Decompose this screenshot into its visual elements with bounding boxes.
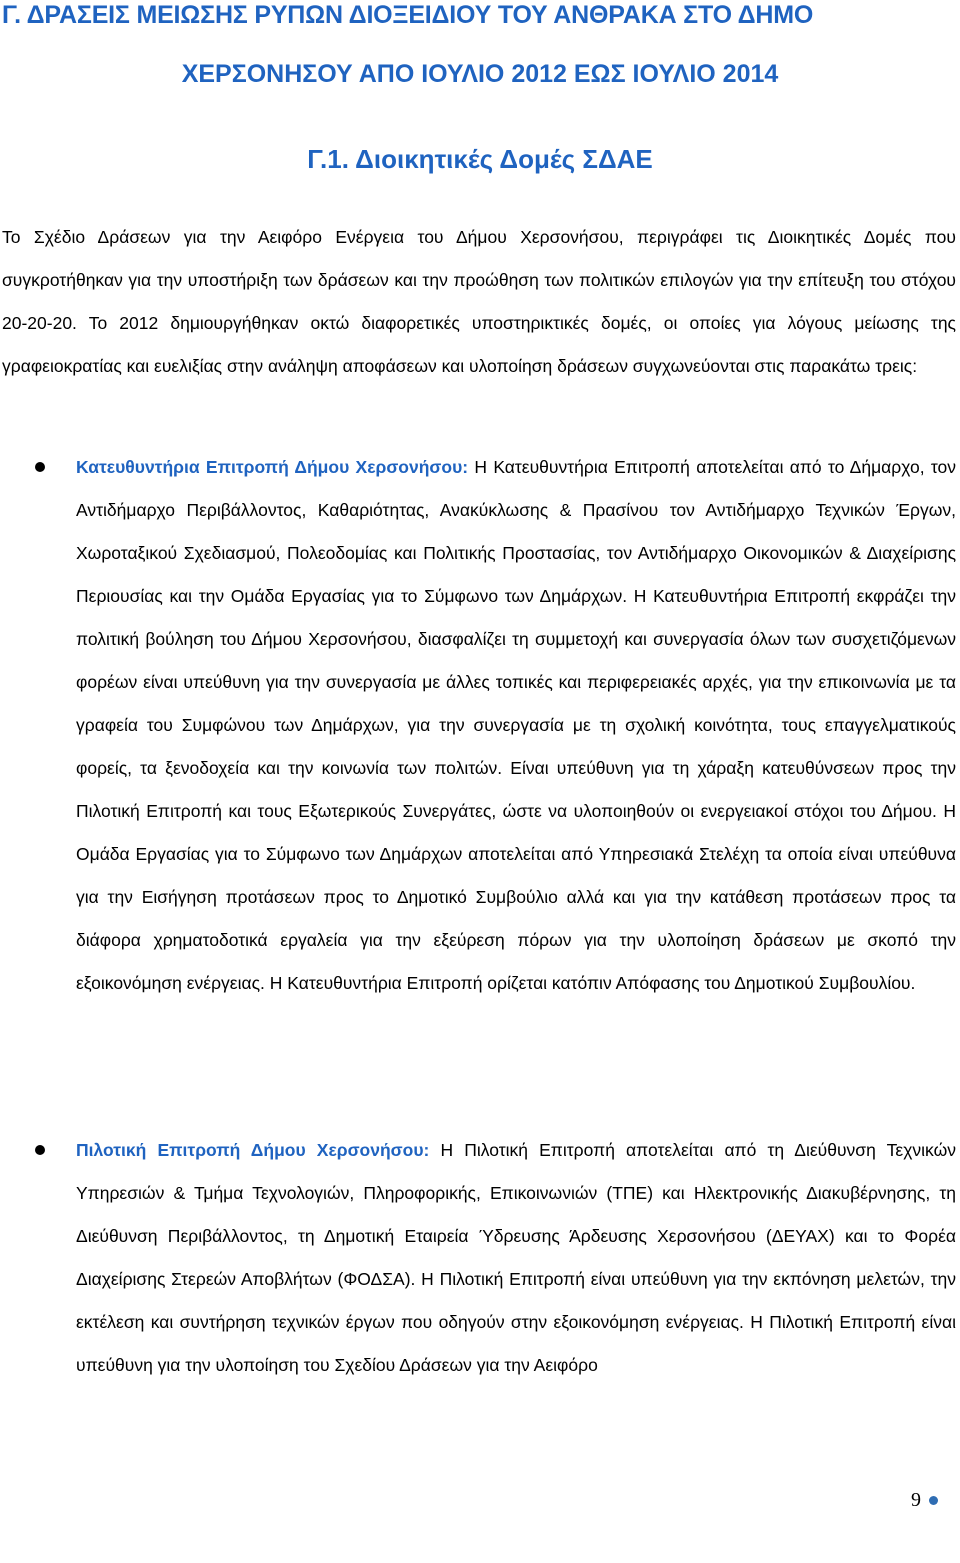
main-heading-line-2: ΧΕΡΣΟΝΗΣΟΥ ΑΠΟ ΙΟΥΛΙΟ 2012 ΕΩΣ ΙΟΥΛΙΟ 2014 <box>181 60 779 88</box>
intro-paragraph: Το Σχέδιο Δράσεων για την Αειφόρο Ενέργεια του Δήμου Χερσονήσου, περιγράφει τις Διοικητικές Δομές που συγκροτήθηκαν για την υποστήριξη των δράσεων και την προώθηση των πολιτικών επιλογών για την επίτευξη του στόχου 20-20-20. Το 2012 δημιουργήθηκαν οκτώ διαφορετικές υποστηρικτικές δομές, οι οποίες για λόγους μείωσης της γραφειοκρατίας και ευελιξίας στην ανάληψη αποφάσεων και υλοποίηση δράσεων συγχωνεύονται στις παρακάτω τρεις: <box>2 227 956 376</box>
list-item <box>0 1129 956 1387</box>
page-number-dot-icon <box>929 1496 938 1505</box>
bullet-term: Πιλοτική Επιτροπή Δήμου Χερσονήσου: <box>76 1140 430 1160</box>
page-number <box>911 1488 938 1512</box>
section-heading: Γ.1. Διοικητικές Δομές ΣΔΑΕ <box>307 144 653 174</box>
main-heading-line-1: Γ. ΔΡΑΣΕΙΣ ΜΕΙΩΣΗΣ ΡΥΠΩΝ ΔΙΟΞΕΙΔΙΟΥ ΤΟΥ ΑΝΘΡΑΚΑ ΣΤΟ ΔΗΜΟ <box>2 1 814 29</box>
bullet-list-steering <box>0 446 960 1005</box>
bullet-term: Κατευθυντήρια Επιτροπή Δήμου Χερσονήσου: <box>76 457 469 477</box>
bullet-text: Η Πιλοτική Επιτροπή αποτελείται από τη Διεύθυνση Τεχνικών Υπηρεσιών & Τμήμα Τεχνολογιών, Πληροφορικής, Επικοινωνιών (ΤΠΕ) και Ηλεκτρονικής Διακυβέρνησης, τη Διεύθυνση Περιβάλλοντος, τη Δημοτική Εταιρεία Ύδρευσης Άρδευσης Χερσονήσου (ΔΕΥΑΧ) και το Φορέα Διαχείρισης Στερεών Αποβλήτων (ΦΟΔΣΑ). Η Πιλοτική Επιτροπή είναι υπεύθυνη για την εκπόνηση μελετών, την εκτέλεση και συντήρηση τεχνικών έργων που οδηγούν στην εξοικονόμηση ενέργειας. Η Πιλοτική Επιτροπή είναι υπεύθυνη για την υλοποίηση του Σχεδίου Δράσεων για την Αειφόρο <box>76 1140 956 1375</box>
list-item <box>0 446 956 1005</box>
bullet-list-pilot <box>0 1129 960 1387</box>
page-number-text: 9 <box>911 1489 921 1511</box>
bullet-icon <box>35 462 45 472</box>
bullet-icon <box>35 1145 45 1155</box>
bullet-text: Η Κατευθυντήρια Επιτροπή αποτελείται από το Δήμαρχο, τον Αντιδήμαρχο Περιβάλλοντος, Καθαριότητας, Ανακύκλωσης & Πρασίνου τον Αντιδήμαρχο Τεχνικών Έργων, Χωροταξικού Σχεδιασμού, Πολεοδομίας και Πολιτικής Προστασίας, τον Αντιδήμαρχο Οικονομικών & Διαχείρισης Περιουσίας και την Ομάδα Εργασίας για το Σύμφωνο των Δημάρχων. Η Κατευθυντήρια Επιτροπή εκφράζει την πολιτική βούληση του Δήμου Χερσονήσου, διασφαλίζει τη συμμετοχή και συνεργασία όλων των συσχετιζόμενων φορέων είναι υπεύθυνη για την συνεργασία με άλλες τοπικές και περιφερειακές αρχές, για την επικοινωνία με τα γραφεία του Συμφώνου των Δημάρχων, για την συνεργασία με τη σχολική κοινότητα, τους επαγγελματικούς φορείς, τα ξενοδοχεία και την κοινωνία των πολιτών. Είναι υπεύθυνη για τη χάραξη κατευθύνσεων προς την Πιλοτική Επιτροπή και τους Εξωτερικούς Συνεργάτες, ώστε να υλοποιηθούν οι ενεργειακοί στόχοι του Δήμου. Η Ομάδα Εργασίας για το Σύμφωνο των Δημάρχων αποτελείται από Υπηρεσιακά Στελέχη τα οποία είναι υπεύθυνα για την Εισήγηση προτάσεων προς το Δημοτικό Συμβούλιο αλλά και για την κατάθεση προτάσεων προς τα διάφορα χρηματοδοτικά εργαλεία για την εξεύρεση πόρων για την υλοποίηση δράσεων με σκοπό την εξοικονόμηση ενέργειας. Η Κατευθυντήρια Επιτροπή ορίζεται κατόπιν Απόφασης του Δημοτικού Συμβουλίου. <box>76 457 956 993</box>
